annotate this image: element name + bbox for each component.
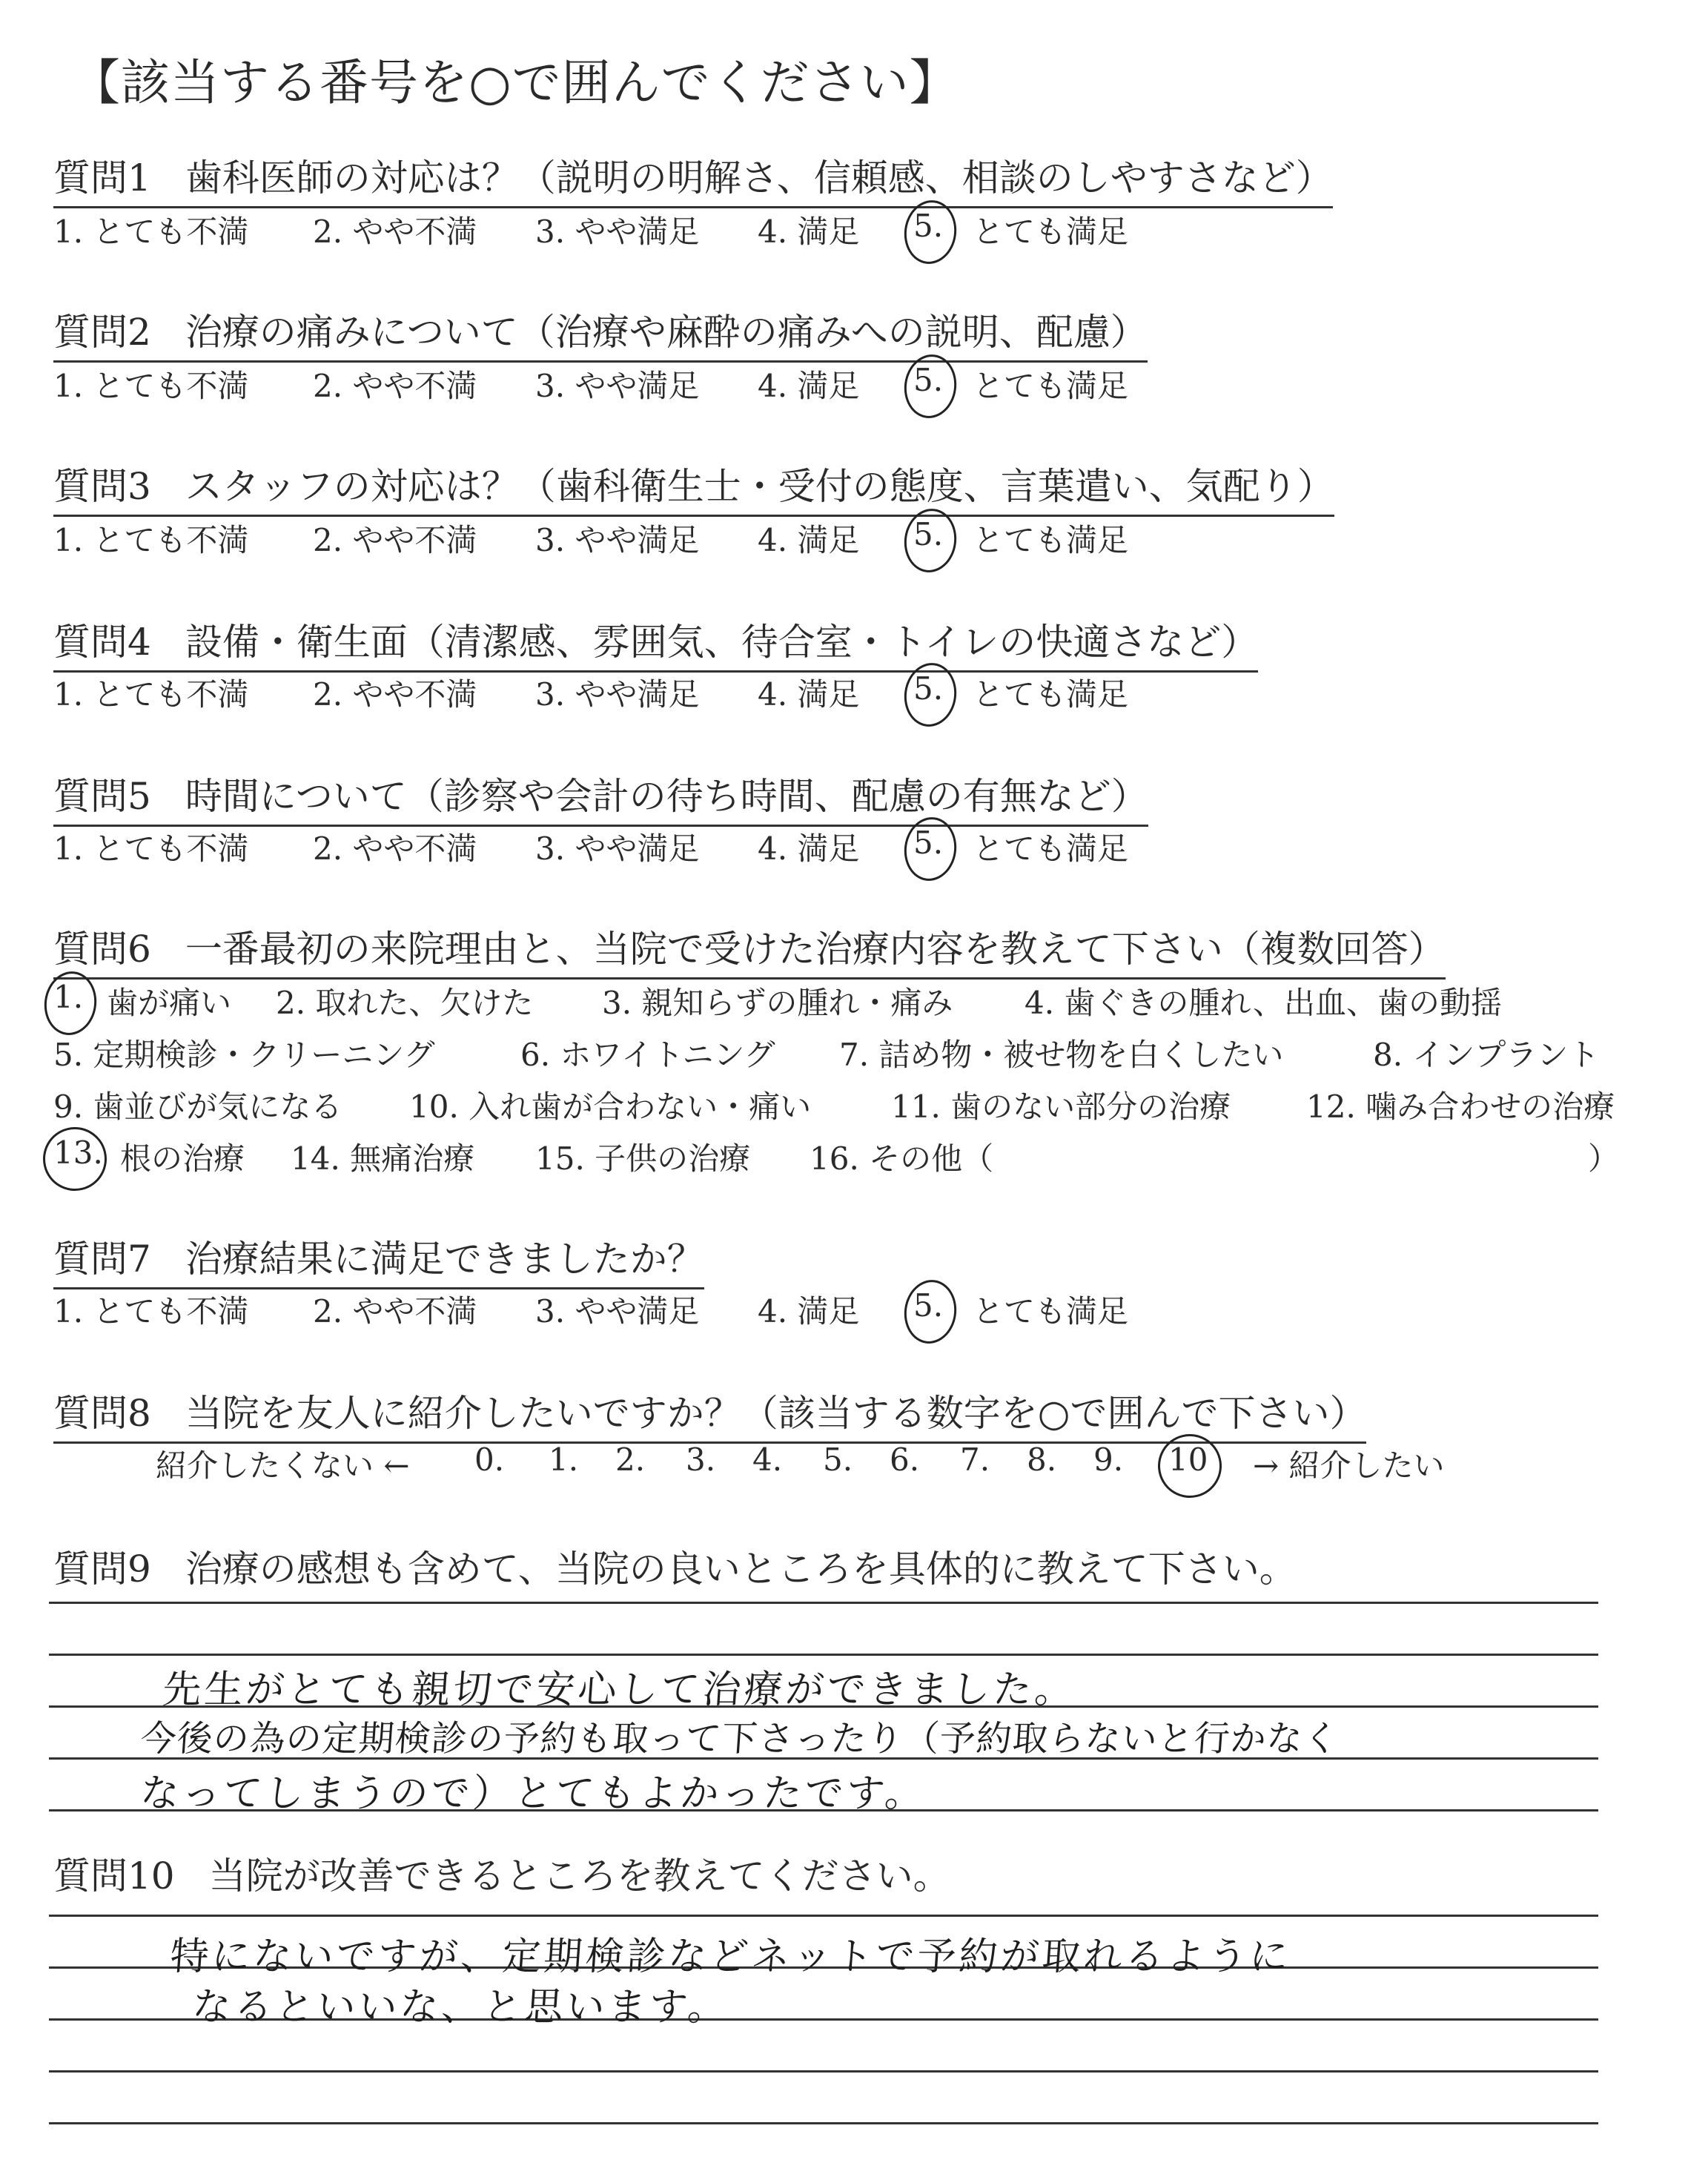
scale-8[interactable]: 8.: [1027, 1441, 1057, 1478]
question-5-heading: [53, 767, 1148, 827]
question-text: 歯科医師の対応は？（説明の明解さ、信頼感、相談のしやすさなど）: [185, 156, 1333, 199]
reason-14[interactable]: 14. 無痛治療: [291, 1140, 475, 1177]
option-1[interactable]: 1. とても不満: [53, 676, 249, 713]
reason-13-label: 根の治療: [120, 1140, 245, 1177]
question-1-heading: [53, 148, 1333, 208]
option-1[interactable]: 1. とても不満: [53, 1293, 249, 1330]
question-text: スタッフの対応は？（歯科衛生士・受付の態度、言葉遣い、気配り）: [185, 465, 1334, 508]
option-4[interactable]: 4. 満足: [758, 368, 860, 404]
question-3-heading: [53, 457, 1334, 517]
question-2-heading: [53, 303, 1148, 363]
reason-3[interactable]: 3. 親知らずの腫れ・痛み: [602, 985, 953, 1021]
handwritten-answer-line-2: 今後の為の定期検診の予約も取って下さったり（予約取らないと行かなく: [139, 1718, 1341, 1760]
option-1[interactable]: 1. とても不満: [53, 214, 249, 250]
answer-line: [49, 1602, 1598, 1604]
reason-16[interactable]: 16. その他（: [810, 1140, 994, 1177]
option-3[interactable]: 3. やや満足: [535, 830, 700, 867]
option-3[interactable]: 3. やや満足: [535, 368, 700, 404]
question-text: 当院が改善できるところを教えてください。: [208, 1855, 950, 1898]
question-number: 質問10: [53, 1855, 175, 1898]
question-text: 時間について（診察や会計の待ち時間、配慮の有無など）: [185, 775, 1148, 818]
question-3-options: [53, 516, 1129, 558]
question-4-options: [53, 670, 1129, 713]
option-4[interactable]: 4. 満足: [758, 214, 860, 250]
question-number: 質問3: [53, 465, 151, 508]
question-2-options: [53, 362, 1129, 404]
page-title: 【該当する番号を○で囲んでください】: [71, 54, 959, 111]
question-text: 設備・衛生面（清潔感、雰囲気、待合室・トイレの快適さなど）: [185, 621, 1259, 664]
option-2[interactable]: 2. やや不満: [313, 1293, 477, 1330]
option-5-circled[interactable]: 5.: [913, 362, 944, 398]
question-text: 治療の痛みについて（治療や麻酔の痛みへの説明、配慮）: [185, 311, 1148, 354]
option-2[interactable]: 2. やや不満: [313, 676, 477, 713]
option-3[interactable]: 3. やや満足: [535, 522, 700, 558]
option-1[interactable]: 1. とても不満: [53, 830, 249, 867]
option-3[interactable]: 3. やや満足: [535, 676, 700, 713]
option-5-circled[interactable]: 5.: [913, 825, 944, 861]
question-1-options: [53, 208, 1129, 250]
question-number: 質問5: [53, 775, 151, 818]
scale-2[interactable]: 2.: [615, 1441, 646, 1478]
option-5-circled[interactable]: 5.: [913, 670, 944, 707]
reason-15[interactable]: 15. 子供の治療: [535, 1140, 751, 1177]
handwritten-answer-line-3: なってしまうので）とてもよかったです。: [139, 1771, 928, 1816]
question-number: 質問7: [53, 1238, 151, 1281]
question-number: 質問8: [53, 1392, 151, 1435]
question-10-heading: [53, 1846, 950, 1904]
reason-1-circled[interactable]: 1.: [53, 979, 84, 1015]
question-6-row-4: [53, 1135, 1620, 1177]
option-5-label: とても満足: [973, 830, 1129, 867]
recommend-scale-right-label: → 紹介したい: [1253, 1447, 1445, 1484]
option-3[interactable]: 3. やや満足: [535, 1293, 700, 1330]
scale-3[interactable]: 3.: [686, 1441, 716, 1478]
option-2[interactable]: 2. やや不満: [313, 522, 477, 558]
option-5-circled[interactable]: 5.: [913, 208, 944, 244]
scale-10-circled[interactable]: 10: [1168, 1441, 1208, 1478]
scale-9[interactable]: 9.: [1093, 1441, 1124, 1478]
reason-7[interactable]: 7. 詰め物・被せ物を白くしたい: [839, 1037, 1284, 1073]
reason-2[interactable]: 2. 取れた、欠けた: [276, 985, 534, 1021]
recommend-scale-left-label: 紹介したくない ←: [156, 1447, 410, 1484]
handwritten-answer-line-1: 特にないですが、定期検診などネットで予約が取れるように: [168, 1935, 1293, 1979]
question-6-row-1: [53, 979, 1502, 1021]
question-5-options: [53, 825, 1129, 867]
option-1[interactable]: 1. とても不満: [53, 522, 249, 558]
question-text: 治療結果に満足できましたか？: [185, 1238, 704, 1281]
option-4[interactable]: 4. 満足: [758, 830, 860, 867]
reason-1-label: 歯が痛い: [107, 985, 232, 1021]
answer-line: [49, 2122, 1598, 2124]
option-5-label: とても満足: [973, 676, 1129, 713]
handwritten-answer-line-2: なるといいな、と思います。: [191, 1985, 731, 2029]
scale-6[interactable]: 6.: [890, 1441, 920, 1478]
question-9-heading: [53, 1539, 1297, 1597]
scale-4[interactable]: 4.: [752, 1441, 783, 1478]
scale-7[interactable]: 7.: [960, 1441, 990, 1478]
option-4[interactable]: 4. 満足: [758, 1293, 860, 1330]
question-text: 当院を友人に紹介したいですか？（該当する数字を○で囲んで下さい）: [185, 1392, 1367, 1435]
question-7-heading: [53, 1229, 704, 1289]
option-5-label: とても満足: [973, 1293, 1129, 1330]
option-2[interactable]: 2. やや不満: [313, 830, 477, 867]
reason-5[interactable]: 5. 定期検診・クリーニング: [53, 1037, 435, 1073]
question-text: 一番最初の来院理由と、当院で受けた治療内容を教えて下さい（複数回答）: [185, 928, 1446, 971]
option-4[interactable]: 4. 満足: [758, 676, 860, 713]
answer-line: [49, 1915, 1598, 1917]
option-3[interactable]: 3. やや満足: [535, 214, 700, 250]
option-5-circled[interactable]: 5.: [913, 1287, 944, 1324]
option-5-label: とても満足: [973, 214, 1129, 250]
reason-9[interactable]: 9. 歯並びが気になる: [53, 1089, 342, 1125]
reason-6[interactable]: 6. ホワイトニング: [520, 1037, 775, 1073]
handwritten-answer-line-1: 先生がとても親切で安心して治療ができました。: [161, 1668, 1078, 1712]
question-8-heading: [53, 1384, 1366, 1444]
reason-8[interactable]: 8. インプラント: [1373, 1037, 1600, 1073]
option-1[interactable]: 1. とても不満: [53, 368, 249, 404]
question-4-heading: [53, 612, 1258, 673]
scale-0[interactable]: 0.: [474, 1441, 505, 1478]
option-2[interactable]: 2. やや不満: [313, 214, 477, 250]
reason-12[interactable]: 12. 噛み合わせの治療: [1306, 1089, 1615, 1125]
question-text: 治療の感想も含めて、当院の良いところを具体的に教えて下さい。: [185, 1548, 1297, 1591]
question-6-heading: [53, 919, 1446, 980]
reason-16-close: ）: [1588, 1140, 1620, 1177]
reason-11[interactable]: 11. 歯のない部分の治療: [891, 1089, 1231, 1125]
question-7-options: [53, 1287, 1129, 1330]
option-5-circled[interactable]: 5.: [913, 516, 944, 552]
option-5-label: とても満足: [973, 522, 1129, 558]
question-number: 質問2: [53, 311, 151, 354]
reason-4[interactable]: 4. 歯ぐきの腫れ、出血、歯の動揺: [1025, 985, 1502, 1021]
question-number: 質問6: [53, 928, 151, 971]
question-number: 質問4: [53, 621, 151, 664]
reason-13-circled[interactable]: 13.: [53, 1135, 103, 1171]
question-number: 質問9: [53, 1548, 151, 1591]
scale-1[interactable]: 1.: [549, 1441, 579, 1478]
answer-line: [49, 1654, 1598, 1656]
option-4[interactable]: 4. 満足: [758, 522, 860, 558]
reason-10[interactable]: 10. 入れ歯が合わない・痛い: [409, 1089, 812, 1125]
option-5-label: とても満足: [973, 368, 1129, 404]
option-2[interactable]: 2. やや不満: [313, 368, 477, 404]
answer-line: [49, 2070, 1598, 2073]
question-number: 質問1: [53, 156, 151, 199]
scale-5[interactable]: 5.: [823, 1441, 853, 1478]
